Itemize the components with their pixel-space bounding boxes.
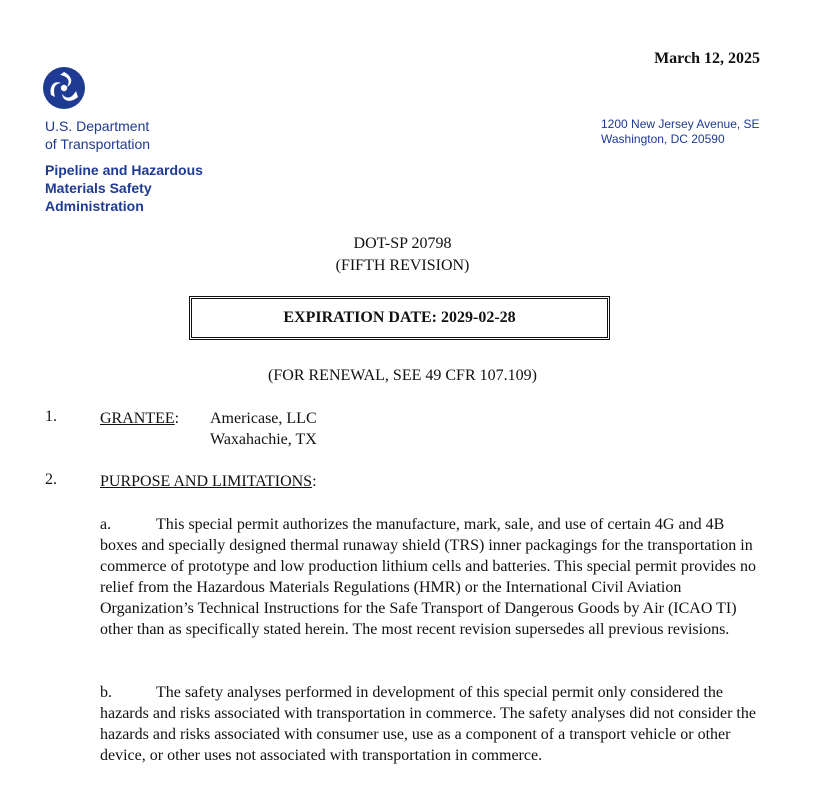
- sub-agency-line1: Pipeline and Hazardous: [45, 162, 203, 178]
- agency-name-line2: of Transportation: [45, 136, 151, 152]
- paragraph-b-label: b.: [100, 684, 112, 701]
- renewal-note: (FOR RENEWAL, SEE 49 CFR 107.109): [268, 367, 537, 384]
- sub-agency-line3: Administration: [45, 198, 144, 214]
- paragraph-a-label: a.: [100, 516, 112, 533]
- grantee-name: Americase, LLC: [210, 410, 317, 427]
- agency-name-line1: U.S. Department: [45, 118, 150, 134]
- address-line2: Washington, DC 20590: [601, 132, 725, 146]
- section-1-heading: [100, 408, 179, 429]
- expiration-date-box: [189, 296, 610, 340]
- grantee-heading-colon: :: [174, 410, 180, 427]
- section-1-number: 1.: [45, 408, 57, 425]
- permit-revision: (FIFTH REVISION): [335, 257, 470, 274]
- address-block: [601, 117, 760, 147]
- purpose-heading-colon: :: [312, 473, 317, 490]
- address-line1: 1200 New Jersey Avenue, SE: [601, 117, 760, 131]
- grantee-info: [210, 408, 317, 450]
- section-2-number: 2.: [45, 471, 57, 488]
- paragraph-b-text: The safety analyses performed in development of this special permit only considered the hazards and risks associated with transportation in commerce. The safety analyses did not consider the hazards and risks associated with consumer use, use as a component of a transport vehicle or other device, or other uses not associated with transportation in commerce.: [100, 684, 756, 764]
- letter-date: March 12, 2025: [654, 50, 760, 67]
- section-2-heading: [100, 471, 317, 492]
- permit-number: DOT-SP 20798: [353, 235, 452, 252]
- paragraph-a: [100, 514, 765, 640]
- expiration-date: EXPIRATION DATE: 2029-02-28: [283, 309, 516, 326]
- purpose-heading: PURPOSE AND LIMITATIONS: [100, 473, 313, 490]
- permit-header: [0, 233, 805, 277]
- paragraph-a-text: This special permit authorizes the manufacture, mark, sale, and use of certain 4G and 4B boxes and specially designed thermal runaway shield (TRS) inner packagings for the transportation in commerce of prototype and low production lithium cells and batteries. This special permit provides no relief from the Hazardous Materials Regulations (HMR) or the International Civil Aviation Organization’s Technical Instructions for the Safe Transport of Dangerous Goods by Air (ICAO TI) other than as specifically stated herein. The most recent revision supersedes all previous revisions.: [100, 516, 756, 638]
- sub-agency-line2: Materials Safety: [45, 180, 152, 196]
- grantee-heading: GRANTEE: [100, 410, 175, 427]
- sub-agency-name: [45, 161, 203, 215]
- grantee-location: Waxahachie, TX: [210, 431, 317, 448]
- dot-triskelion-logo-icon: [43, 67, 85, 109]
- paragraph-b: [100, 682, 765, 766]
- agency-name: [45, 117, 150, 153]
